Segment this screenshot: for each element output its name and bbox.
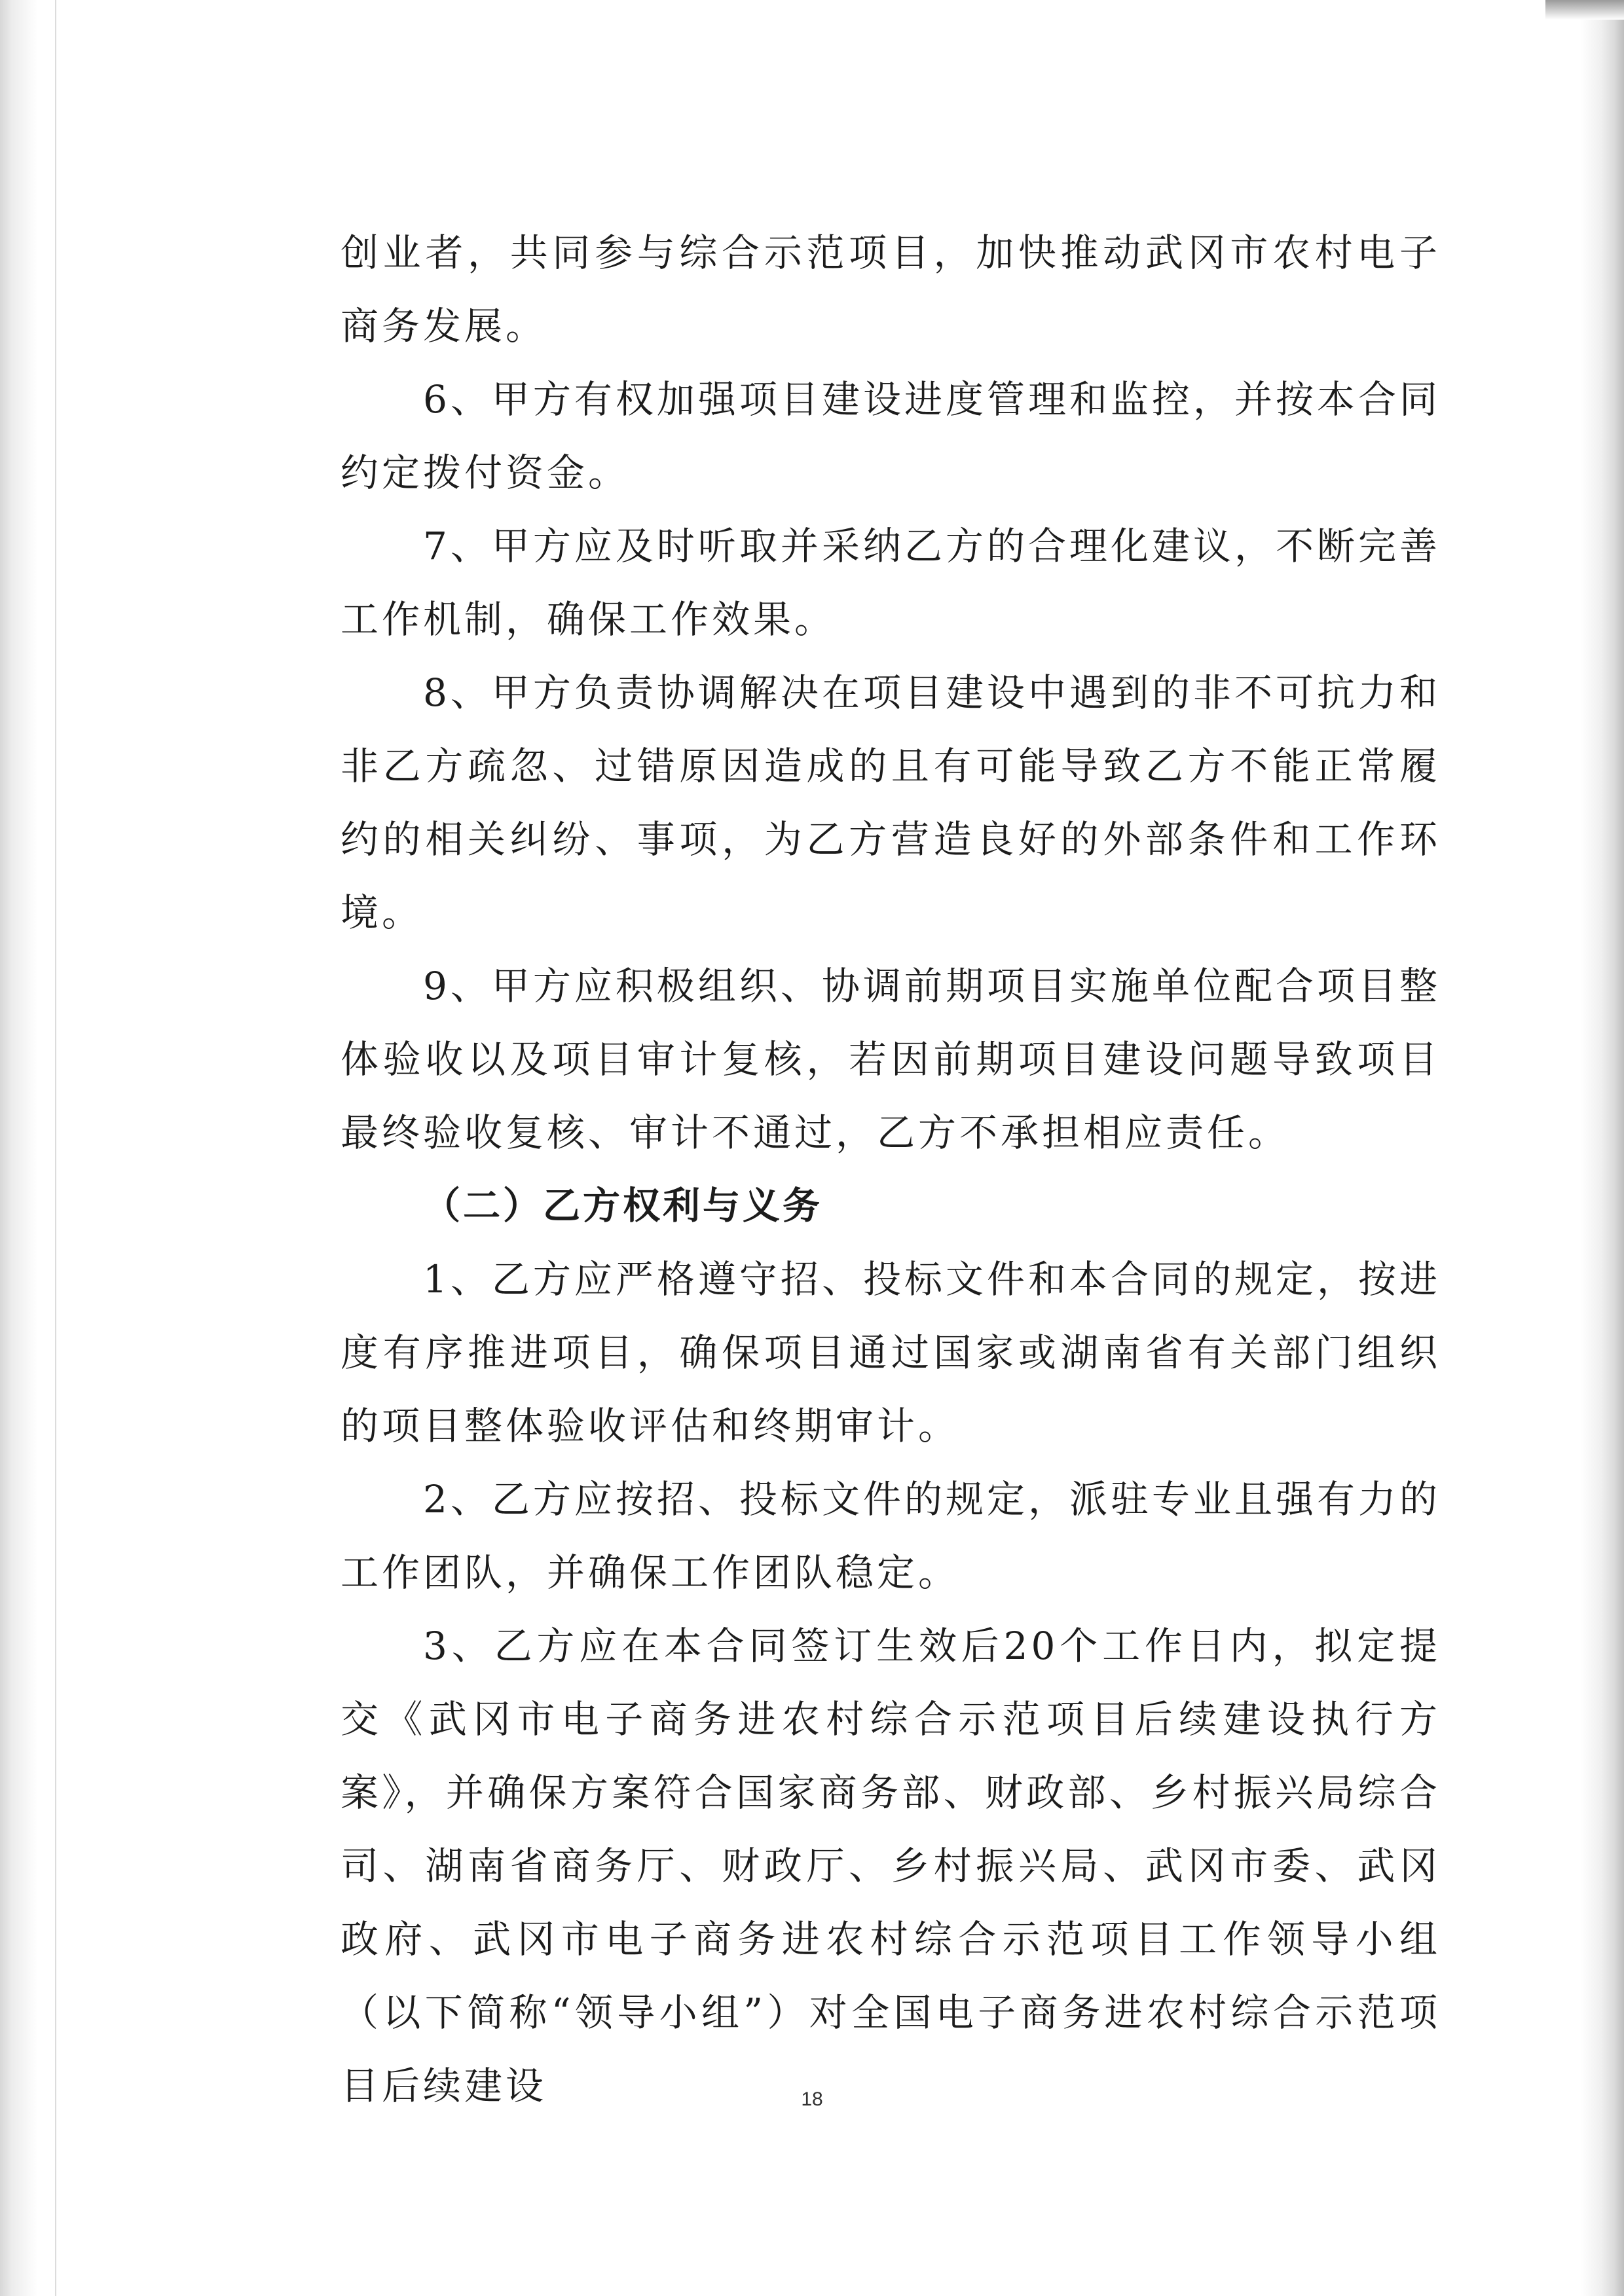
paragraph-item-6: 6、甲方有权加强项目建设进度管理和监控，并按本合同约定拨付资金。 <box>341 377 1441 495</box>
scan-edge-line <box>55 0 56 2296</box>
page-number: 18 <box>801 2088 823 2110</box>
scan-edge-corner <box>1545 0 1624 20</box>
paragraph-item-7: 7、甲方应及时听取并采纳乙方的合理化建议，不断完善工作机制，确保工作效果。 <box>341 524 1441 642</box>
paragraph-item-8: 8、甲方负责协调解决在项目建设中遇到的非不可抗力和非乙方疏忽、过错原因造成的且有可能导致乙方不能正常履约的相关纠纷、事项，为乙方营造良好的外部条件和工作环境。 <box>341 670 1441 935</box>
scan-edge-left <box>0 0 38 2296</box>
section-paragraph-2: 2、乙方应按招、投标文件的规定，派驻专业且强有力的工作团队，并确保工作团队稳定。 <box>341 1477 1441 1595</box>
section-paragraph-3: 3、乙方应在本合同签订生效后20个工作日内，拟定提交《武冈市电子商务进农村综合示范项目后续建设执行方案》，并确保方案符合国家商务部、财政部、乡村振兴局综合司、湖南省商务厅、财政厅、乡村振兴局、武冈市委、武冈政府、武冈市电子商务进农村综合示范项目工作领导小组（以下简称“领导小组”）对全国电子商务进农村综合示范项目后续建设 <box>341 1624 1441 2108</box>
section-heading: （二）乙方权利与义务 <box>423 1184 822 1228</box>
paragraph-item-9: 9、甲方应积极组织、协调前期项目实施单位配合项目整体验收以及项目审计复核，若因前期项目建设问题导致项目最终验收复核、审计不通过，乙方不承担相应责任。 <box>341 964 1441 1155</box>
section-paragraph-1: 1、乙方应严格遵守招、投标文件和本合同的规定，按进度有序推进项目，确保项目通过国家或湖南省有关部门组织的项目整体验收评估和终期审计。 <box>341 1257 1441 1448</box>
scan-edge-right <box>1581 0 1624 2296</box>
paragraph-continuation: 创业者，共同参与综合示范项目，加快推动武冈市农村电子商务发展。 <box>341 230 1441 348</box>
document-body <box>341 216 1441 2123</box>
